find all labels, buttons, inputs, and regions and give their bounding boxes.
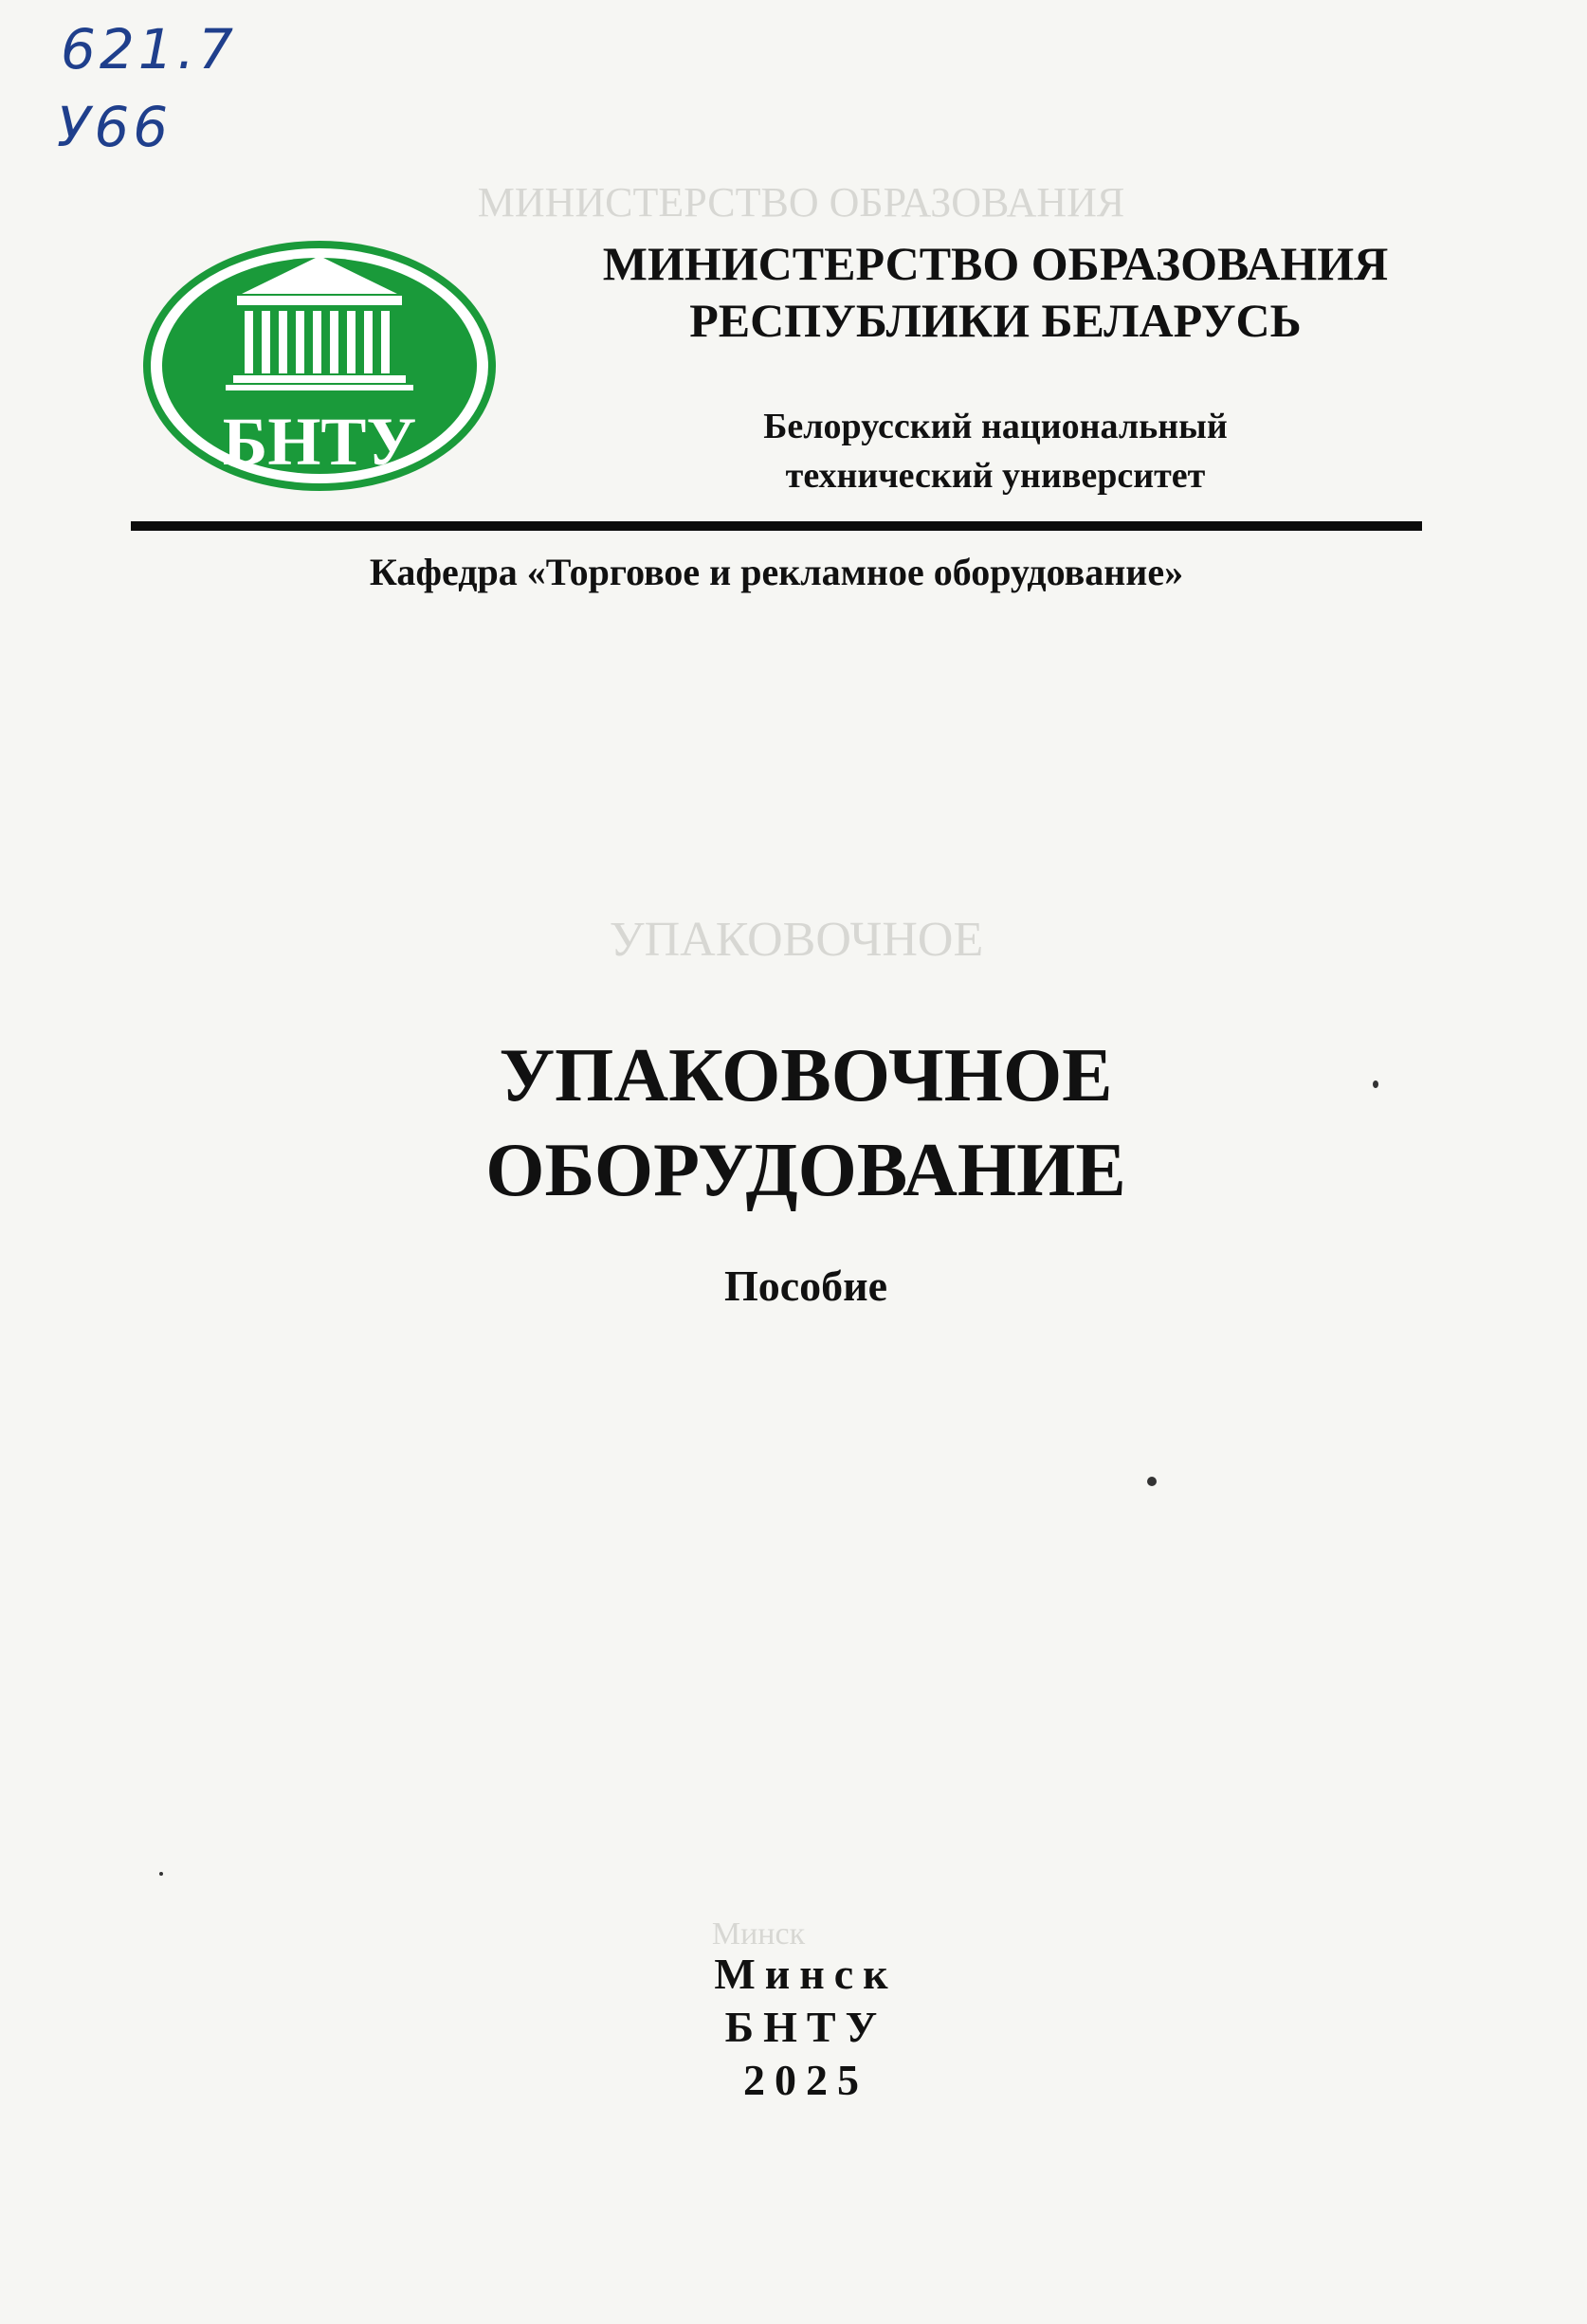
ghost-title: УПАКОВОЧНОЕ — [609, 913, 984, 967]
handwritten-author-mark: У66 — [57, 95, 173, 159]
logo-text: БНТУ — [222, 404, 417, 480]
document-title — [284, 1028, 1327, 1218]
scan-speck — [1147, 1477, 1157, 1486]
scan-speck — [159, 1872, 163, 1876]
title-line-2: ОБОРУДОВАНИЕ — [485, 1129, 1126, 1212]
department-name: Кафедра «Торговое и рекламное оборудование» — [369, 551, 1184, 593]
imprint-city: Минск — [714, 1950, 898, 1998]
document-type: Пособие — [723, 1262, 888, 1310]
ministry-heading — [569, 235, 1422, 349]
title-line-1: УПАКОВОЧНОЕ — [499, 1034, 1113, 1117]
university-line-1: Белорусский национальный — [763, 407, 1228, 446]
bntu-logo — [142, 239, 497, 493]
header-divider — [131, 521, 1422, 531]
imprint-year: 2025 — [743, 2056, 868, 2104]
university-line-2: технический университет — [785, 456, 1206, 496]
university-name — [664, 402, 1327, 500]
handwritten-class-number: 621.7 — [61, 17, 238, 82]
imprint-block — [521, 1948, 1090, 2107]
ghost-ministry: МИНИСТЕРСТВО ОБРАЗОВАНИЯ — [477, 179, 1125, 226]
imprint-publisher: БНТУ — [724, 2003, 887, 2051]
ministry-line-2: РЕСПУБЛИКИ БЕЛАРУСЬ — [689, 294, 1302, 347]
scan-speck — [1373, 1080, 1378, 1088]
ghost-city: Минск — [711, 1916, 806, 1952]
ministry-line-1: МИНИСТЕРСТВО ОБРАЗОВАНИЯ — [602, 237, 1389, 290]
